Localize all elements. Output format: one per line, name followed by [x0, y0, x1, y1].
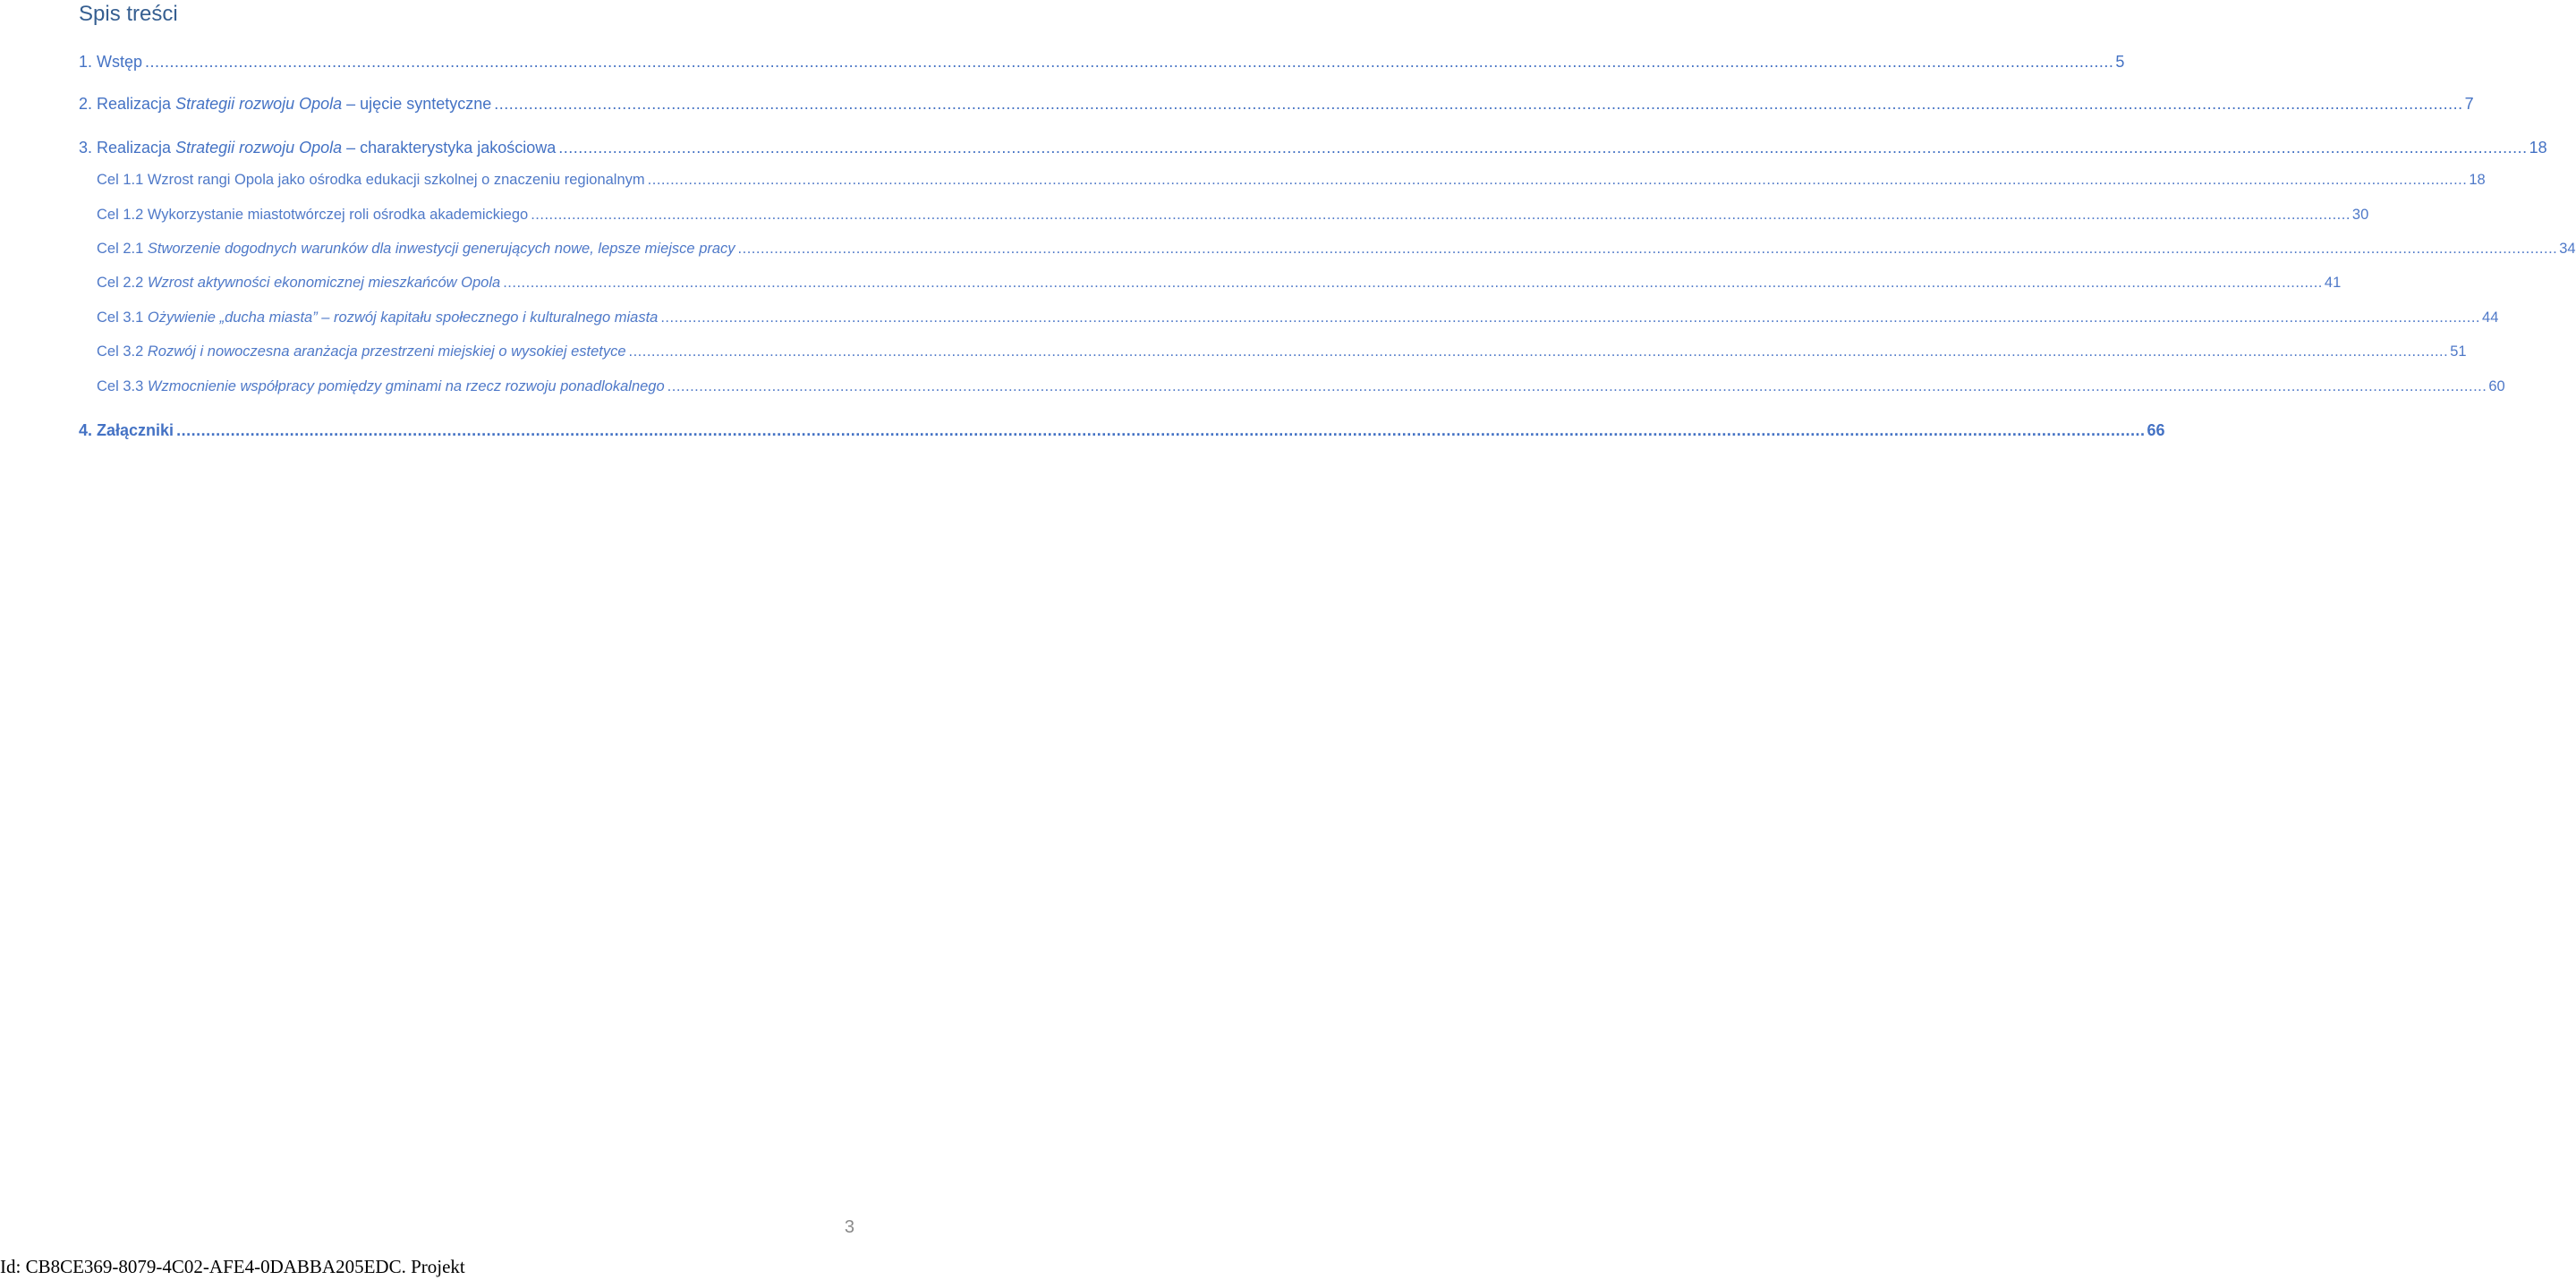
toc-entry-title-segment: Cel 2.1: [97, 241, 148, 257]
page-number: 3: [844, 1217, 854, 1237]
toc-dot-leader: ................................................................................................................................................................................................................................................................................................................................................................................................................: [176, 421, 2146, 439]
toc-entry-title: [79, 420, 174, 440]
document-id-footer: Id: CB8CE369-8079-4C02-AFE4-0DABBA205EDC. Projekt: [0, 1256, 465, 1277]
toc-entry-title: [97, 273, 500, 292]
toc-entry-title-segment: Cel 1.2 Wykorzystanie miastotwórczej roli ośrodka akademickiego: [97, 207, 529, 223]
toc-entry-page-number: 41: [2324, 275, 2342, 291]
toc-entry[interactable]: [97, 273, 2342, 292]
toc-dot-leader: ................................................................................................................................................................................................................................................................................................................................................................................................................: [558, 139, 2528, 157]
toc-entry-title: [97, 170, 645, 190]
toc-entry[interactable]: [97, 342, 2467, 361]
toc-entry-title: [97, 308, 658, 327]
toc-entry-title: [79, 52, 142, 72]
toc-entry-page-number: 18: [2529, 139, 2547, 157]
toc-entry-title: [97, 239, 735, 259]
toc-dot-leader: ................................................................................................................................................................................................................................................................................................................................................................................................................: [503, 275, 2323, 291]
toc-entry-title-segment: Cel 2.2: [97, 275, 148, 291]
toc-entry-title-segment: 3. Realizacja: [79, 139, 176, 157]
toc-dot-leader: ................................................................................................................................................................................................................................................................................................................................................................................................................: [145, 53, 2114, 71]
toc-dot-leader: ................................................................................................................................................................................................................................................................................................................................................................................................................: [737, 241, 2558, 257]
toc-entry-title-segment: – charakterystyka jakościowa: [342, 139, 557, 157]
toc-entry-page-number: 7: [2464, 95, 2474, 113]
toc-entry-page-number: 18: [2469, 172, 2486, 188]
toc-entry-title-segment: Stworzenie dogodnych warunków dla inwestycji generujących nowe, lepsze miejsce pracy: [147, 241, 735, 257]
toc-entry-page-number: 44: [2482, 309, 2499, 326]
toc-entry-title: [97, 342, 626, 361]
toc-entry-page-number: 5: [2115, 53, 2125, 71]
toc-entry[interactable]: [97, 205, 2369, 225]
toc-entry-title-segment: Strategii rozwoju Opola: [175, 95, 343, 113]
toc-entry-page-number: 66: [2147, 421, 2165, 439]
toc-entry-title-segment: Rozwój i nowoczesna aranżacja przestrzeni miejskiej o wysokiej estetyce: [147, 343, 626, 360]
toc-entry-page-number: 60: [2488, 378, 2505, 394]
toc-entry-title-segment: Wzmocnienie współpracy pomiędzy gminami na rzecz rozwoju ponadlokalnego: [147, 378, 665, 394]
toc-entry[interactable]: [79, 94, 2474, 114]
toc-entry-title-segment: Cel 3.2: [97, 343, 148, 360]
toc-entry[interactable]: [97, 170, 2486, 190]
toc-entry-title-segment: – ujęcie syntetyczne: [342, 95, 492, 113]
toc-entry-title-segment: 4. Załączniki: [79, 421, 174, 439]
toc-dot-leader: ................................................................................................................................................................................................................................................................................................................................................................................................................: [531, 207, 2351, 223]
toc-entry-title-segment: Cel 1.1 Wzrost rangi Opola jako ośrodka edukacji szkolnej o znaczeniu regionalnym: [97, 172, 645, 188]
toc-entry-title-segment: Strategii rozwoju Opola: [175, 139, 343, 157]
toc-entry-page-number: 30: [2351, 207, 2369, 223]
toc-entry[interactable]: [79, 420, 2165, 440]
toc-entry[interactable]: [97, 239, 2576, 259]
toc-entry-title: [97, 205, 528, 225]
toc-entry-title: [97, 377, 665, 396]
toc-entry-title: [79, 94, 491, 114]
toc-entry-title-segment: Cel 3.1: [97, 309, 148, 326]
toc-dot-leader: ................................................................................................................................................................................................................................................................................................................................................................................................................: [647, 172, 2468, 188]
toc-heading: Spis treści: [79, 2, 178, 26]
toc-entry-title-segment: Cel 3.3: [97, 378, 148, 394]
table-of-contents: [0, 0, 2576, 465]
toc-dot-leader: ................................................................................................................................................................................................................................................................................................................................................................................................................: [667, 378, 2487, 394]
toc-entry[interactable]: [97, 308, 2499, 327]
toc-entry[interactable]: [79, 138, 2547, 157]
toc-dot-leader: ................................................................................................................................................................................................................................................................................................................................................................................................................: [628, 343, 2449, 360]
toc-dot-leader: ................................................................................................................................................................................................................................................................................................................................................................................................................: [660, 309, 2481, 326]
toc-entry-page-number: 51: [2450, 343, 2467, 360]
toc-entry-title-segment: 1. Wstęp: [79, 53, 143, 71]
toc-entry-page-number: 34: [2559, 241, 2576, 257]
toc-entry[interactable]: [97, 377, 2505, 396]
toc-entry-title-segment: 2. Realizacja: [79, 95, 176, 113]
toc-dot-leader: ................................................................................................................................................................................................................................................................................................................................................................................................................: [494, 95, 2463, 113]
toc-entry[interactable]: [79, 52, 2125, 72]
toc-entry-title: [79, 138, 556, 157]
toc-entry-title-segment: Wzrost aktywności ekonomicznej mieszkańców Opola: [147, 275, 501, 291]
toc-entry-title-segment: Ożywienie „ducha miasta” – rozwój kapitału społecznego i kulturalnego miasta: [147, 309, 659, 326]
